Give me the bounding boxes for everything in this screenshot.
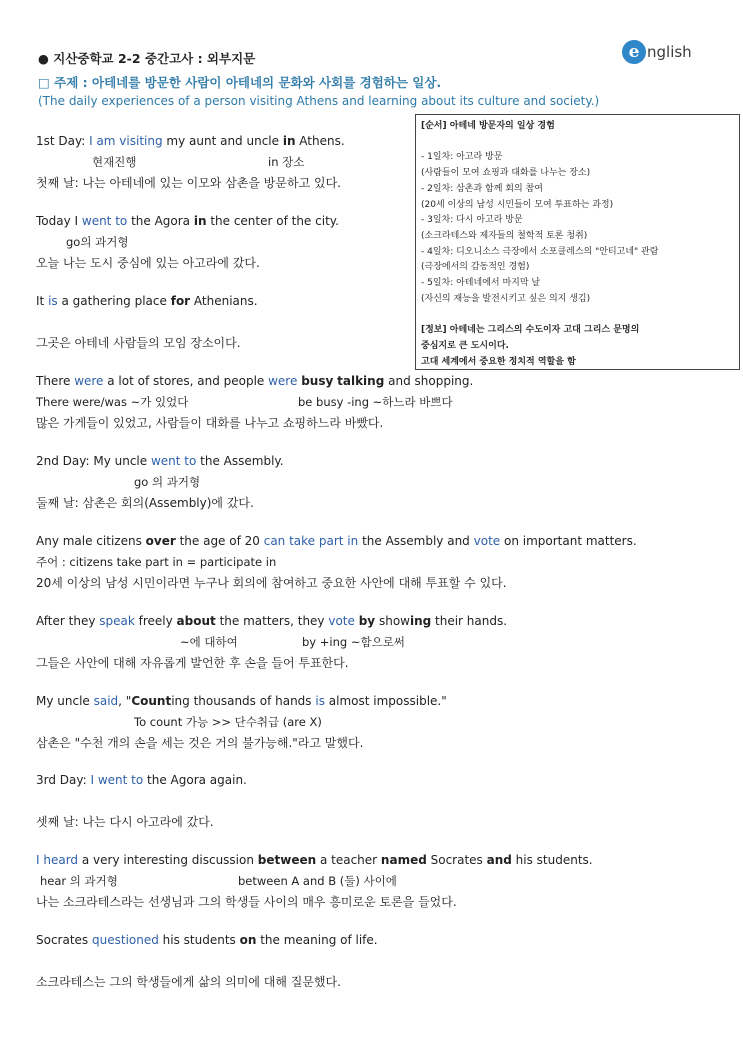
summary-item: - 1일차: 아고라 방문 <box>421 152 503 163</box>
sentence-1: 1st Day: I am visiting my aunt and uncle in Athens. <box>36 134 345 148</box>
grammar-note: in 장소 <box>268 155 305 169</box>
grammar-note: hear 의 과거형 <box>40 874 118 888</box>
sentence-4: There were a lot of stores, and people were busy talking and shopping. <box>36 374 474 388</box>
grammar-note: 주어 : citizens take part in = participate in <box>36 555 277 569</box>
korean-translation: 둘째 날: 삼촌은 회의(Assembly)에 갔다. <box>36 496 254 510</box>
summary-item: - 3일차: 다시 아고라 방문 <box>421 215 523 226</box>
summary-item: (극장에서의 감동적인 경험) <box>421 262 530 273</box>
summary-item: (자신의 재능을 발전시키고 싶은 의지 생김) <box>421 293 591 304</box>
summary-item: (20세 이상의 남성 시민들이 모여 투표하는 과정) <box>421 199 614 210</box>
sentence-11: Socrates questioned his students on the meaning of life. <box>36 933 378 947</box>
sentence-10: I heard a very interesting discussion between a teacher named Socrates and his students. <box>36 853 593 867</box>
grammar-note: go의 과거형 <box>66 235 129 249</box>
korean-translation: 20세 이상의 남성 시민이라면 누구나 회의에 참여하고 중요한 사안에 대해 투표할 수 있다. <box>36 576 507 590</box>
topic-korean: □ 주제 : 아테네를 방문한 사람이 아테네의 문화와 사회를 경험하는 일상. <box>38 75 442 90</box>
logo-e-icon: e <box>622 40 646 64</box>
english-logo <box>622 38 712 66</box>
korean-translation: 셋째 날: 나는 다시 아고라에 갔다. <box>36 815 214 829</box>
logo-text: nglish <box>647 43 692 61</box>
korean-translation: 첫째 날: 나는 아테네에 있는 이모와 삼촌을 방문하고 있다. <box>36 176 341 190</box>
summary-item: - 4일차: 디오니소스 극장에서 소포클레스의 "안티고네" 관람 <box>421 246 659 257</box>
korean-translation: 소크라테스는 그의 학생들에게 삶의 의미에 대해 질문했다. <box>36 975 341 989</box>
grammar-note: be busy -ing ~하느라 바쁘다 <box>298 395 453 409</box>
grammar-note: by +ing ~함으로써 <box>302 635 405 649</box>
sentence-6: Any male citizens over the age of 20 can take part in the Assembly and vote on important matters. <box>36 534 637 548</box>
grammar-note: ~에 대하여 <box>180 635 238 649</box>
korean-translation: 그곳은 아테네 사람들의 모임 장소이다. <box>36 336 241 350</box>
info-line: 중심지로 큰 도시이다. <box>421 340 509 351</box>
info-line: 고대 세계에서 중요한 정치적 역할을 함 <box>421 356 576 367</box>
grammar-note: 현재진행 <box>92 155 137 169</box>
topic-english: (The daily experiences of a person visiting Athens and learning about its culture and society.) <box>38 94 600 108</box>
summary-heading: [순서] 아테네 방문자의 일상 경험 <box>421 121 555 131</box>
grammar-note: To count 가능 >> 단수취급 (are X) <box>134 715 322 729</box>
sentence-3: It is a gathering place for Athenians. <box>36 294 258 308</box>
sentence-7: After they speak freely about the matters, they vote by showing their hands. <box>36 614 508 628</box>
summary-item: - 5일차: 아테네에서 마지막 날 <box>421 278 541 289</box>
worksheet-title: ● 지산중학교 2-2 중간고사 : 외부지문 <box>38 51 256 66</box>
sentence-5: 2nd Day: My uncle went to the Assembly. <box>36 454 284 468</box>
grammar-note: go 의 과거형 <box>134 475 201 489</box>
korean-translation: 나는 소크라테스라는 선생님과 그의 학생들 사이의 매우 흥미로운 토론을 들었다. <box>36 895 457 909</box>
korean-translation: 오늘 나는 도시 중심에 있는 아고라에 갔다. <box>36 256 260 270</box>
info-line: [정보] 아테네는 그리스의 수도이자 고대 그리스 문명의 <box>421 325 640 336</box>
sentence-8: My uncle said, "Counting thousands of hands is almost impossible." <box>36 694 447 708</box>
grammar-note: There were/was ~가 있었다 <box>36 395 189 409</box>
sentence-2: Today I went to the Agora in the center of the city. <box>36 214 339 228</box>
sentence-9: 3rd Day: I went to the Agora again. <box>36 773 247 787</box>
summary-item: - 2일차: 삼촌과 함께 회의 참여 <box>421 183 543 194</box>
korean-translation: 많은 가게들이 있었고, 사람들이 대화를 나누고 쇼핑하느라 바빴다. <box>36 416 384 430</box>
korean-translation: 삼촌은 "수천 개의 손을 세는 것은 거의 불가능해."라고 말했다. <box>36 736 364 750</box>
summary-item: (사람들이 모여 쇼핑과 대화를 나누는 장소) <box>421 168 591 179</box>
summary-item: (소크라테스와 제자들의 철학적 토론 청취) <box>421 230 588 241</box>
grammar-note: between A and B (둘) 사이에 <box>238 874 397 888</box>
korean-translation: 그들은 사안에 대해 자유롭게 발언한 후 손을 들어 투표한다. <box>36 656 349 670</box>
summary-box <box>415 114 740 370</box>
